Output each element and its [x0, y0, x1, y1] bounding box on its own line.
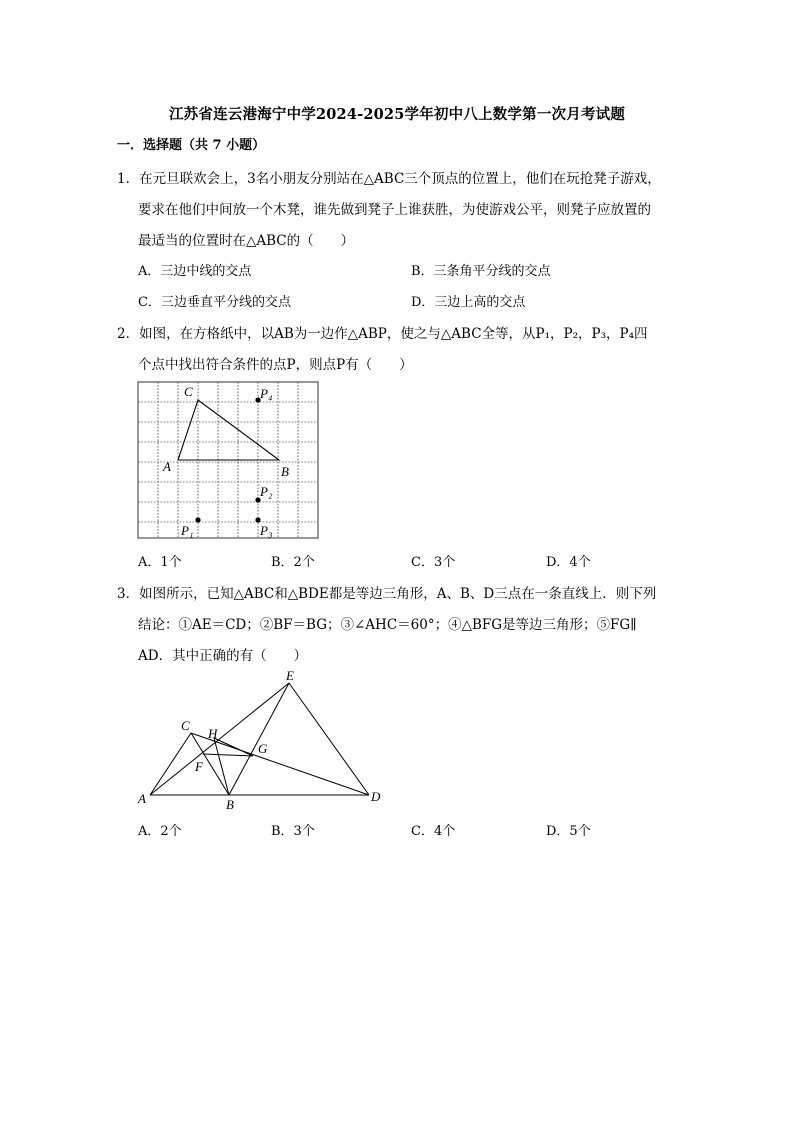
- page-title: 江苏省连云港海宁中学2024-2025学年初中八上数学第一次月考试题: [168, 106, 626, 123]
- point-p3: [255, 517, 260, 522]
- label-a: A: [138, 791, 146, 806]
- segment-ae: [150, 683, 289, 795]
- label-f: F: [195, 759, 203, 774]
- q1-option-b: B．三条角平分线的交点: [411, 264, 551, 279]
- segment-hb: [214, 738, 229, 795]
- segment-fg: [203, 754, 253, 756]
- q3-line-1: 3．如图所示，已知△ABC和△BDE都是等边三角形，A、B、D三点在一条直线上．则下列: [117, 586, 657, 602]
- q3-line-2: 结论：①AE＝CD；②BF＝BG；③∠AHC＝60°；④△BFG是等边三角形；⑤FG∥: [138, 617, 637, 633]
- segment-be: [229, 683, 289, 795]
- label-b: B: [281, 464, 289, 479]
- q2-option-a: A．1个: [138, 555, 182, 570]
- q2-option-d: D．4个: [546, 555, 591, 570]
- segment-cd: [191, 733, 369, 795]
- q3-option-a: A．2个: [138, 824, 182, 839]
- q1-line-1: 1．在元旦联欢会上，3名小朋友分别站在△ABC三个顶点的位置上，他们在玩抢凳子游戏，: [117, 171, 661, 187]
- label-b: B: [226, 797, 234, 812]
- section-heading: 一．选择题（共 7 小题）: [117, 138, 266, 153]
- q1-line-3: 最适当的位置时在△ABC的（ ）: [138, 233, 355, 249]
- label-p1: P₁: [181, 523, 194, 538]
- label-p4: P₄: [260, 386, 273, 401]
- label-e: E: [286, 668, 294, 683]
- label-h: H: [208, 726, 218, 741]
- label-c: C: [184, 384, 193, 399]
- point-p1: [195, 517, 200, 522]
- q1-option-a: A．三边中线的交点: [138, 264, 252, 279]
- q2-line-2: 个点中找出符合条件的点P，则点P有（ ）: [138, 357, 413, 373]
- segment-ac: [150, 733, 191, 795]
- q1-option-c: C．三边垂直平分线的交点: [138, 295, 291, 310]
- label-d: D: [371, 789, 381, 804]
- q2-option-c: C．3个: [411, 555, 456, 570]
- q2-grid-figure: [134, 378, 324, 546]
- q3-triangle-figure: [130, 668, 400, 814]
- segment-ed: [289, 683, 369, 795]
- q3-line-3: AD．其中正确的有（ ）: [138, 648, 308, 664]
- q3-option-d: D．5个: [546, 824, 591, 839]
- q2-line-1: 2．如图，在方格纸中，以AB为一边作△ABP，使之与△ABC全等，从P₁，P₂，P₃，P₄四: [117, 326, 648, 342]
- triangle-abc: [178, 400, 279, 460]
- q1-option-d: D．三边上高的交点: [411, 295, 526, 310]
- label-g: G: [258, 741, 268, 756]
- q2-option-b: B．2个: [271, 555, 315, 570]
- q3-option-b: B．3个: [271, 824, 315, 839]
- label-p3: P₃: [260, 523, 273, 538]
- label-p2: P₂: [260, 484, 273, 499]
- label-a: A: [163, 459, 171, 474]
- label-c: C: [181, 718, 190, 733]
- q1-line-2: 要求在他们中间放一个木凳，谁先做到凳子上谁获胜，为使游戏公平，则凳子应放置的: [138, 202, 651, 218]
- q3-option-c: C．4个: [411, 824, 456, 839]
- segment-hg: [214, 738, 253, 756]
